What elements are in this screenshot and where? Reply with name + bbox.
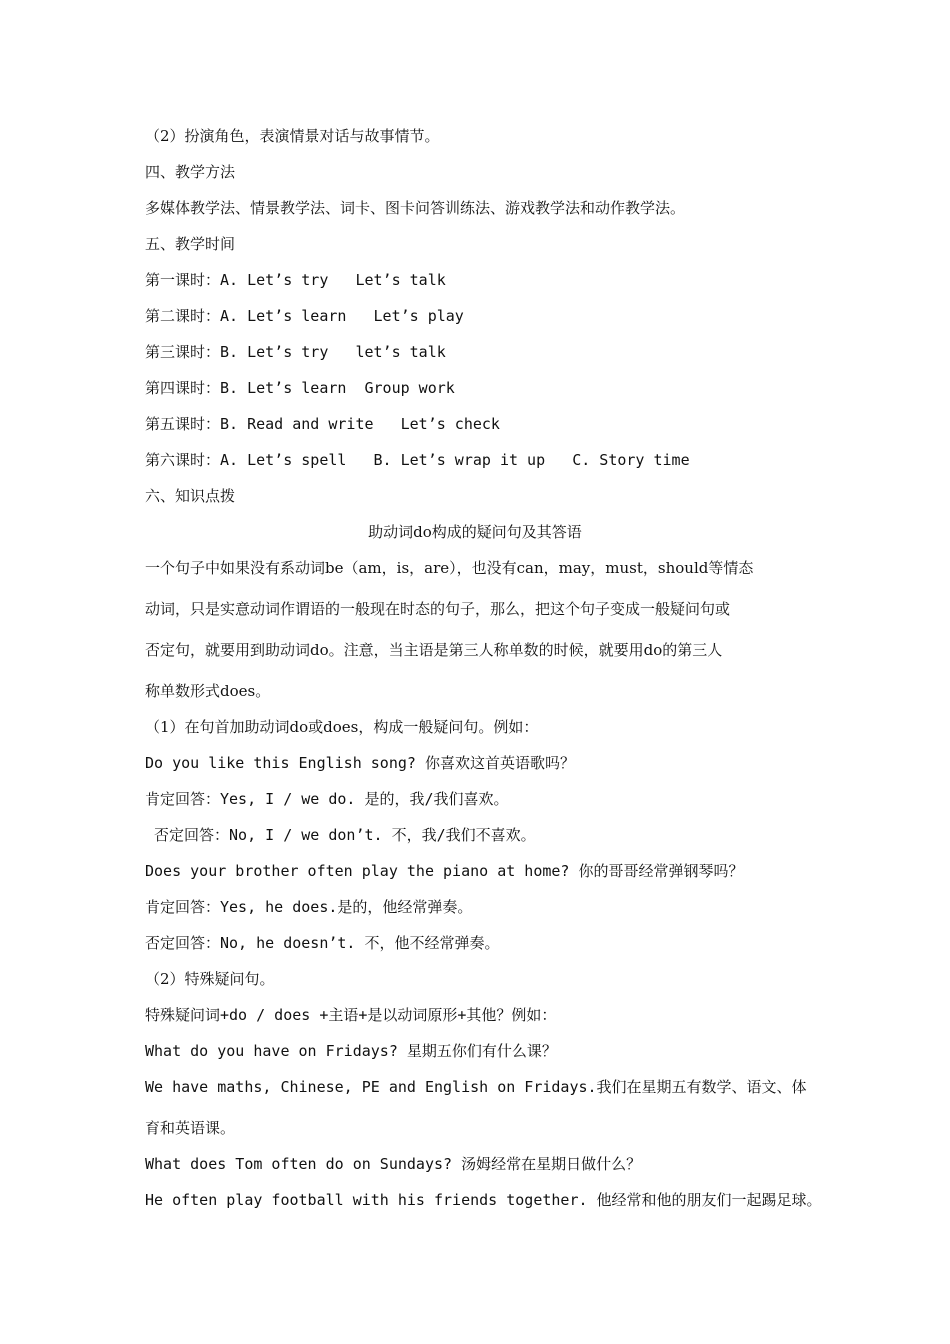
point-2-heading: （2）特殊疑问句。 — [145, 970, 275, 988]
lesson-5: 第五课时：B. Read and write Let’s check — [145, 415, 500, 433]
lesson-1: 第一课时：A. Let’s try Let’s talk — [145, 271, 446, 289]
point-1-heading: （1）在句首加助动词do或does，构成一般疑问句。例如： — [145, 718, 539, 736]
example-2-no: 否定回答：No, he doesn’t. 不，他不经常弹奏。 — [145, 934, 500, 952]
heading-knowledge-points: 六、知识点拨 — [145, 487, 236, 505]
paragraph-teaching-methods: 多媒体教学法、情景教学法、词卡、图卡问答训练法、游戏教学法和动作教学法。 — [145, 199, 686, 217]
example-1-no: 否定回答：No, I / we don’t. 不，我/我们不喜欢。 — [145, 826, 536, 844]
body-line-3: 否定句，就要用到助动词do。注意，当主语是第三人称单数的时候，就要用do的第三人 — [145, 641, 723, 659]
body-line-1: 一个句子中如果没有系动词be（am，is，are），也没有can，may，must，should等情态 — [145, 559, 754, 577]
heading-teaching-methods: 四、教学方法 — [145, 163, 236, 181]
point-2-pattern: 特殊疑问词+do / does +主语+是以动词原形+其他？例如： — [145, 1006, 557, 1024]
body-line-4: 称单数形式does。 — [145, 682, 271, 700]
paragraph-role-play: （2）扮演角色，表演情景对话与故事情节。 — [145, 127, 440, 145]
example-3: What do you have on Fridays? 星期五你们有什么课？ — [145, 1042, 557, 1060]
example-4-answer: He often play football with his friends together. 他经常和他的朋友们一起踢足球。 — [145, 1191, 822, 1209]
example-2: Does your brother often play the piano at home? 你的哥哥经常弹钢琴吗？ — [145, 862, 744, 880]
lesson-2: 第二课时：A. Let’s learn Let’s play — [145, 307, 464, 325]
section-title: 助动词do构成的疑问句及其答语 — [368, 523, 582, 541]
example-2-yes: 肯定回答：Yes, he does.是的，他经常弹奏。 — [145, 898, 473, 916]
body-line-2: 动词，只是实意动词作谓语的一般现在时态的句子，那么，把这个句子变成一般疑问句或 — [145, 600, 731, 618]
example-4: What does Tom often do on Sundays? 汤姆经常在星期日做什么？ — [145, 1155, 642, 1173]
lesson-6: 第六课时：A. Let’s spell B. Let’s wrap it up C. Story time — [145, 451, 690, 469]
heading-teaching-time: 五、教学时间 — [145, 235, 236, 253]
example-3-answer-cont: 育和英语课。 — [145, 1119, 236, 1137]
example-1-yes: 肯定回答：Yes, I / we do. 是的，我/我们喜欢。 — [145, 790, 509, 808]
example-3-answer: We have maths, Chinese, PE and English on Fridays.我们在星期五有数学、语文、体 — [145, 1078, 807, 1096]
lesson-3: 第三课时：B. Let’s try let’s talk — [145, 343, 446, 361]
lesson-4: 第四课时：B. Let’s learn Group work — [145, 379, 455, 397]
example-1: Do you like this English song? 你喜欢这首英语歌吗？ — [145, 754, 575, 772]
